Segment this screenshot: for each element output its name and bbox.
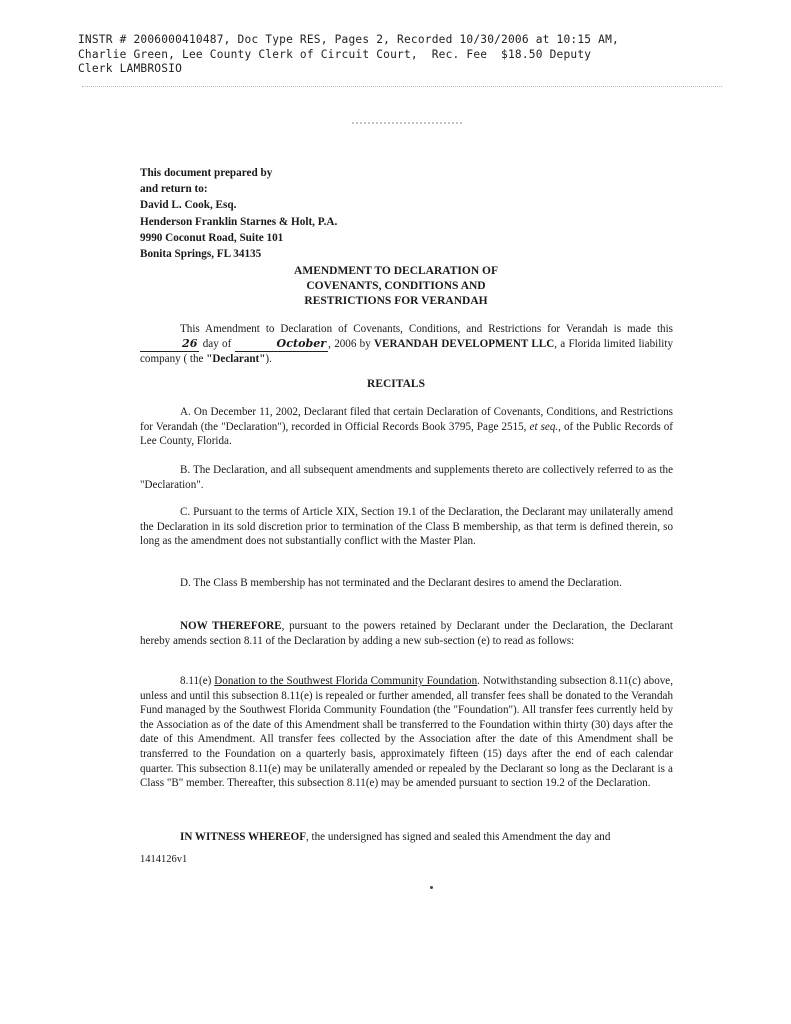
preparer-firm: Henderson Franklin Starnes & Holt, P.A. (140, 215, 338, 228)
section-number: 8.11(e) (180, 675, 212, 687)
document-number: 1414126v1 (140, 854, 188, 865)
preparer-name: David L. Cook, Esq. (140, 199, 237, 212)
recitals-heading: RECITALS (367, 378, 425, 390)
prepared-by-block (140, 165, 460, 262)
intro-paragraph (140, 322, 673, 367)
scan-noise-dots (352, 122, 462, 128)
handwritten-day: 26 (140, 337, 199, 353)
intro-part1: This Amendment to Declaration of Covenants, Conditions, and Restrictions for Verandah is made this (180, 323, 673, 335)
witness-paragraph (140, 830, 673, 845)
recital-a-text: A. On December 11, 2002, Declarant filed that certain Declaration of Covenants, Conditions, and Restrictions for Verandah (the "Declaration"), recorded in Official Records Book 3795, Page 2515, (140, 406, 673, 433)
declarant-name: VERANDAH DEVELOPMENT LLC (374, 337, 555, 350)
document-title (236, 264, 556, 309)
recital-a-end: , of the Public Records of Lee County, Florida. (140, 420, 674, 448)
recital-c: C. Pursuant to the terms of Article XIX, Section 19.1 of the Declaration, the Declarant may unilaterally amend the Declaration in its sold discretion prior to termination of the Class B membership, as that term is defined therein, so long as the amendment does not substantially conflict with the Master Plan. (140, 506, 673, 548)
now-therefore-lead: NOW THEREFORE (180, 620, 282, 632)
section-heading: Donation to the Southwest Florida Community Foundation (214, 675, 478, 687)
witness-lead: IN WITNESS WHEREOF (180, 831, 306, 843)
intro-part4: , a Florida limited liability company ( the (140, 337, 673, 366)
handwritten-month: October (235, 337, 329, 353)
declarant-term: "Declarant" (206, 353, 266, 366)
section-text: . Notwithstanding subsection 8.11(c) above, unless and until this subsection 8.11(e) is repealed or further amended, all transfer fees shall be donated to the Verandah Fund managed by the Southwest Florida Community Foundation (the "Foundation"). All transfer fees currently held by the Association as of the date of this Amendment shall be transferred to the Foundation within thirty (30) days after the date of this Amendment. All transfer fees collected by the Association after the date of this Amendment shall be transferred to the Foundation on a quarterly basis, approximately fifteen (15) days after the end of each calendar quarter. This subsection 8.11(e) may be unilaterally amended or repealed by the Declarant so long as the Declarant is a Class "B" member. Thereafter, this subsection 8.11(e) may be amended pursuant to section 19.2 of the Declaration. (140, 675, 673, 790)
recital-d: D. The Class B membership has not terminated and the Declarant desires to amend the Declaration. (180, 577, 622, 589)
scan-noise-line (82, 86, 722, 89)
title-line1: AMENDMENT TO DECLARATION OF (294, 265, 498, 277)
now-therefore-text: , pursuant to the powers retained by Declarant under the Declaration, the Declarant hereby amends section 8.11 of the Declaration by adding a new sub-section (e) to read as follows: (140, 620, 673, 647)
section-8-11e (140, 674, 673, 791)
recital-b: B. The Declaration, and all subsequent amendments and supplements thereto are collectively referred to as the "Declaration". (140, 464, 673, 491)
preparer-street: 9990 Coconut Road, Suite 101 (140, 231, 284, 244)
title-line2: COVENANTS, CONDITIONS AND (306, 280, 486, 292)
scan-speck (430, 886, 433, 889)
now-therefore-paragraph (140, 619, 673, 648)
witness-text: , the undersigned has signed and sealed this Amendment the day and (305, 831, 611, 843)
recording-stamp: INSTR # 2006000410487, Doc Type RES, Pages 2, Recorded 10/30/2006 at 10:15 AM, Charlie Green, Lee County Clerk of Circuit Court, Rec. Fee $18.50 Deputy Clerk LAMBROSIO (78, 33, 619, 75)
intro-part2: day of (202, 337, 232, 350)
title-line3: RESTRICTIONS FOR VERANDAH (304, 295, 488, 307)
prepared-by-line2: and return to: (140, 183, 208, 196)
recital-a-et-seq: et seq. (529, 420, 559, 433)
preparer-city: Bonita Springs, FL 34135 (140, 248, 262, 261)
intro-part3: , 2006 by (328, 337, 371, 350)
intro-part5: ). (265, 353, 272, 366)
recital-a (140, 405, 673, 449)
prepared-by-line1: This document prepared by (140, 167, 273, 179)
